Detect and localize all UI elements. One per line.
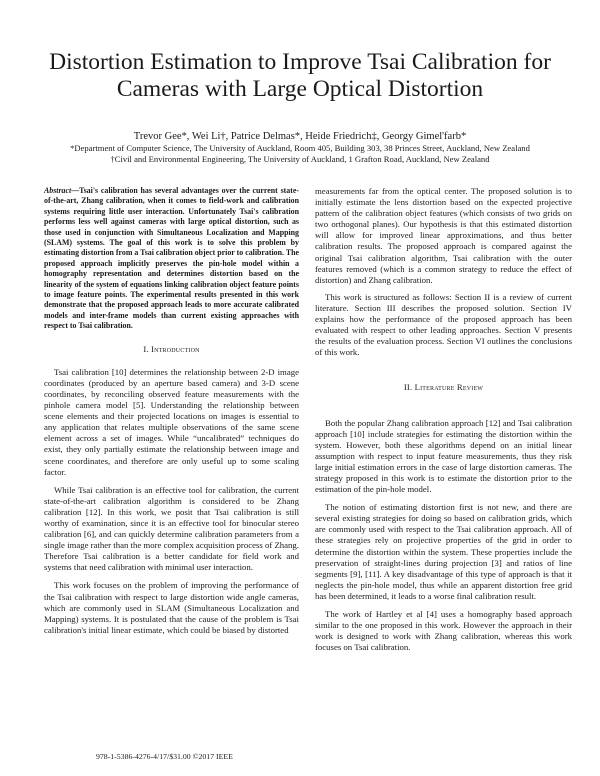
intro-paragraph-2: While Tsai calibration is an effective tool for calibration, the current state-of-the-art calibration algorithm is considered to be Zhang calibration [12]. In this work, we posit that Tsai calibration is still worthy of examination, since it is an effective tool for binocular stereo calibration [6], and can quickly determine calibration parameters from a single image rather than the more complex acquisition process of Zhang. Therefore Tsai calibration is a better candidate for field work and systems that need calibration with minimal user interaction. [44,484,299,573]
abstract [44,186,299,332]
abstract-text: —Tsai's calibration has several advantages over the current state-of-the-art, Zhang calibration, when it comes to field-work and calibration systems requiring little user interaction. Unfortunately Tsai's calibration performs less well against cameras with large optical distortion, such as those used in conjunction with Simultaneous Localization and Mapping (SLAM) systems. The goal of this work is to solve this problem by estimating distortion from a Tsai calibration object prior to calibration. The proposed approach implicitly preserves the pin-hole model within a homography representation and determines distortion based on the linearity of the system of equations linking calibration object feature points to image feature points. The experimental results presented in this work demonstrate that the proposed approach leads to more accurate calibrated models and inter-frame models than current existing approaches with respect to Tsai calibration. [44,186,299,331]
abstract-lead: Abstract [44,186,72,195]
copyright-footer: 978-1-5386-4276-4/17/$31.00 ©2017 IEEE [96,752,233,761]
lit-paragraph-2: The notion of estimating distortion first is not new, and there are several existing strategies for doing so based on calibration grids, which are commonly used with respect to the Tsai calibration approach. All of these strategies rely on projective properties of the grid in order to determine the distortion within the system. These properties include the preservation of straight-lines during projection [3] and ratios of line segments [9], [11]. A key disadvantage of this type of approach is that it neglects the pin-hole model, thus while an apparent distortion free grid has been determined, it leads to a worse final calibration result. [315,502,572,601]
intro-paragraph-3: This work focuses on the problem of improving the performance of the Tsai calibration with respect to large distortion wide angle cameras, which are commonly used in SLAM (Simultaneous Localization and Mapping) systems. It is postulated that the cause of the problem is Tsai calibration's initial linear estimate, which could be biased by distorted [44,580,299,635]
affiliation-1: *Department of Computer Science, The University of Auckland, Room 405, Building 303, 38 Princes Street, Auckland, New Zealand [70,143,530,153]
author-list: Trevor Gee*, Wei Li†, Patrice Delmas*, Heide Friedrich‡, Georgy Gimel'farb* [133,131,467,142]
lit-paragraph-1: Both the popular Zhang calibration approach [12] and Tsai calibration approach [10] include strategies for estimating the distortion within the system. However, both these algorithms depend on an initial linear assumption with respect to input feature measurements, thus they risk large initial estimation errors in the case of large distortion cameras. The strategy proposed in this work is to estimate the distortion prior to the estimation of the pin-hole model. [315,417,572,495]
section-heading-literature-review: II. Literature Review [403,382,484,393]
right-column [315,186,572,660]
left-column [44,186,299,643]
section-heading-introduction: I. Introduction [143,343,200,354]
affiliation-2: †Civil and Environmental Engineering, The University of Auckland, 1 Grafton Road, Auckland, New Zealand [110,154,490,164]
structure-paragraph: This work is structured as follows: Section II is a review of current literature. Section III describes the proposed solution. Section IV explains how the performance of the proposed approach has been evaluated with respect to other leading approaches. Section V presents the results of the evaluation process. Section VI outlines the conclusions of this work. [315,291,572,358]
intro-paragraph-3-continued: measurements far from the optical center. The proposed solution is to initially estimate the lens distortion based on the expected projective pattern of the calibration object features (which consists of two grids on two orthogonal planes). Our hypothesis is that this estimated distortion will allow for improved linear approximations, and thus better calibration results. The proposed approach is compared against the original Tsai calibration algorithm, Tsai calibration with the outer features removed (which is a common strategy to reduce the effect of distortion) and Zhang calibration. [315,186,572,285]
lit-paragraph-3: The work of Hartley et al [4] uses a homography based approach similar to the one proposed in this work. However the approach in their work is designed to work with Zhang calibration, whereas this work focuses on Tsai calibration. [315,609,572,653]
intro-paragraph-1: Tsai calibration [10] determines the relationship between 2-D image coordinates (produced by an aperture based camera) and 3-D scene coordinates, by reconciling observed feature measurements with the pinhole camera model [5]. Understanding the relationship between scene elements and their projected locations on images is essential to any application that relates multiple observations of the same scene element across a set of images. While “uncalibrated” techniques do exist, they only partially estimate the relationship between image and scene coordinates, and therefore are only useful up to some scaling factor. [44,366,299,477]
paper-title: Distortion Estimation to Improve Tsai Calibration for Cameras with Large Optical Distortion [49,49,551,102]
